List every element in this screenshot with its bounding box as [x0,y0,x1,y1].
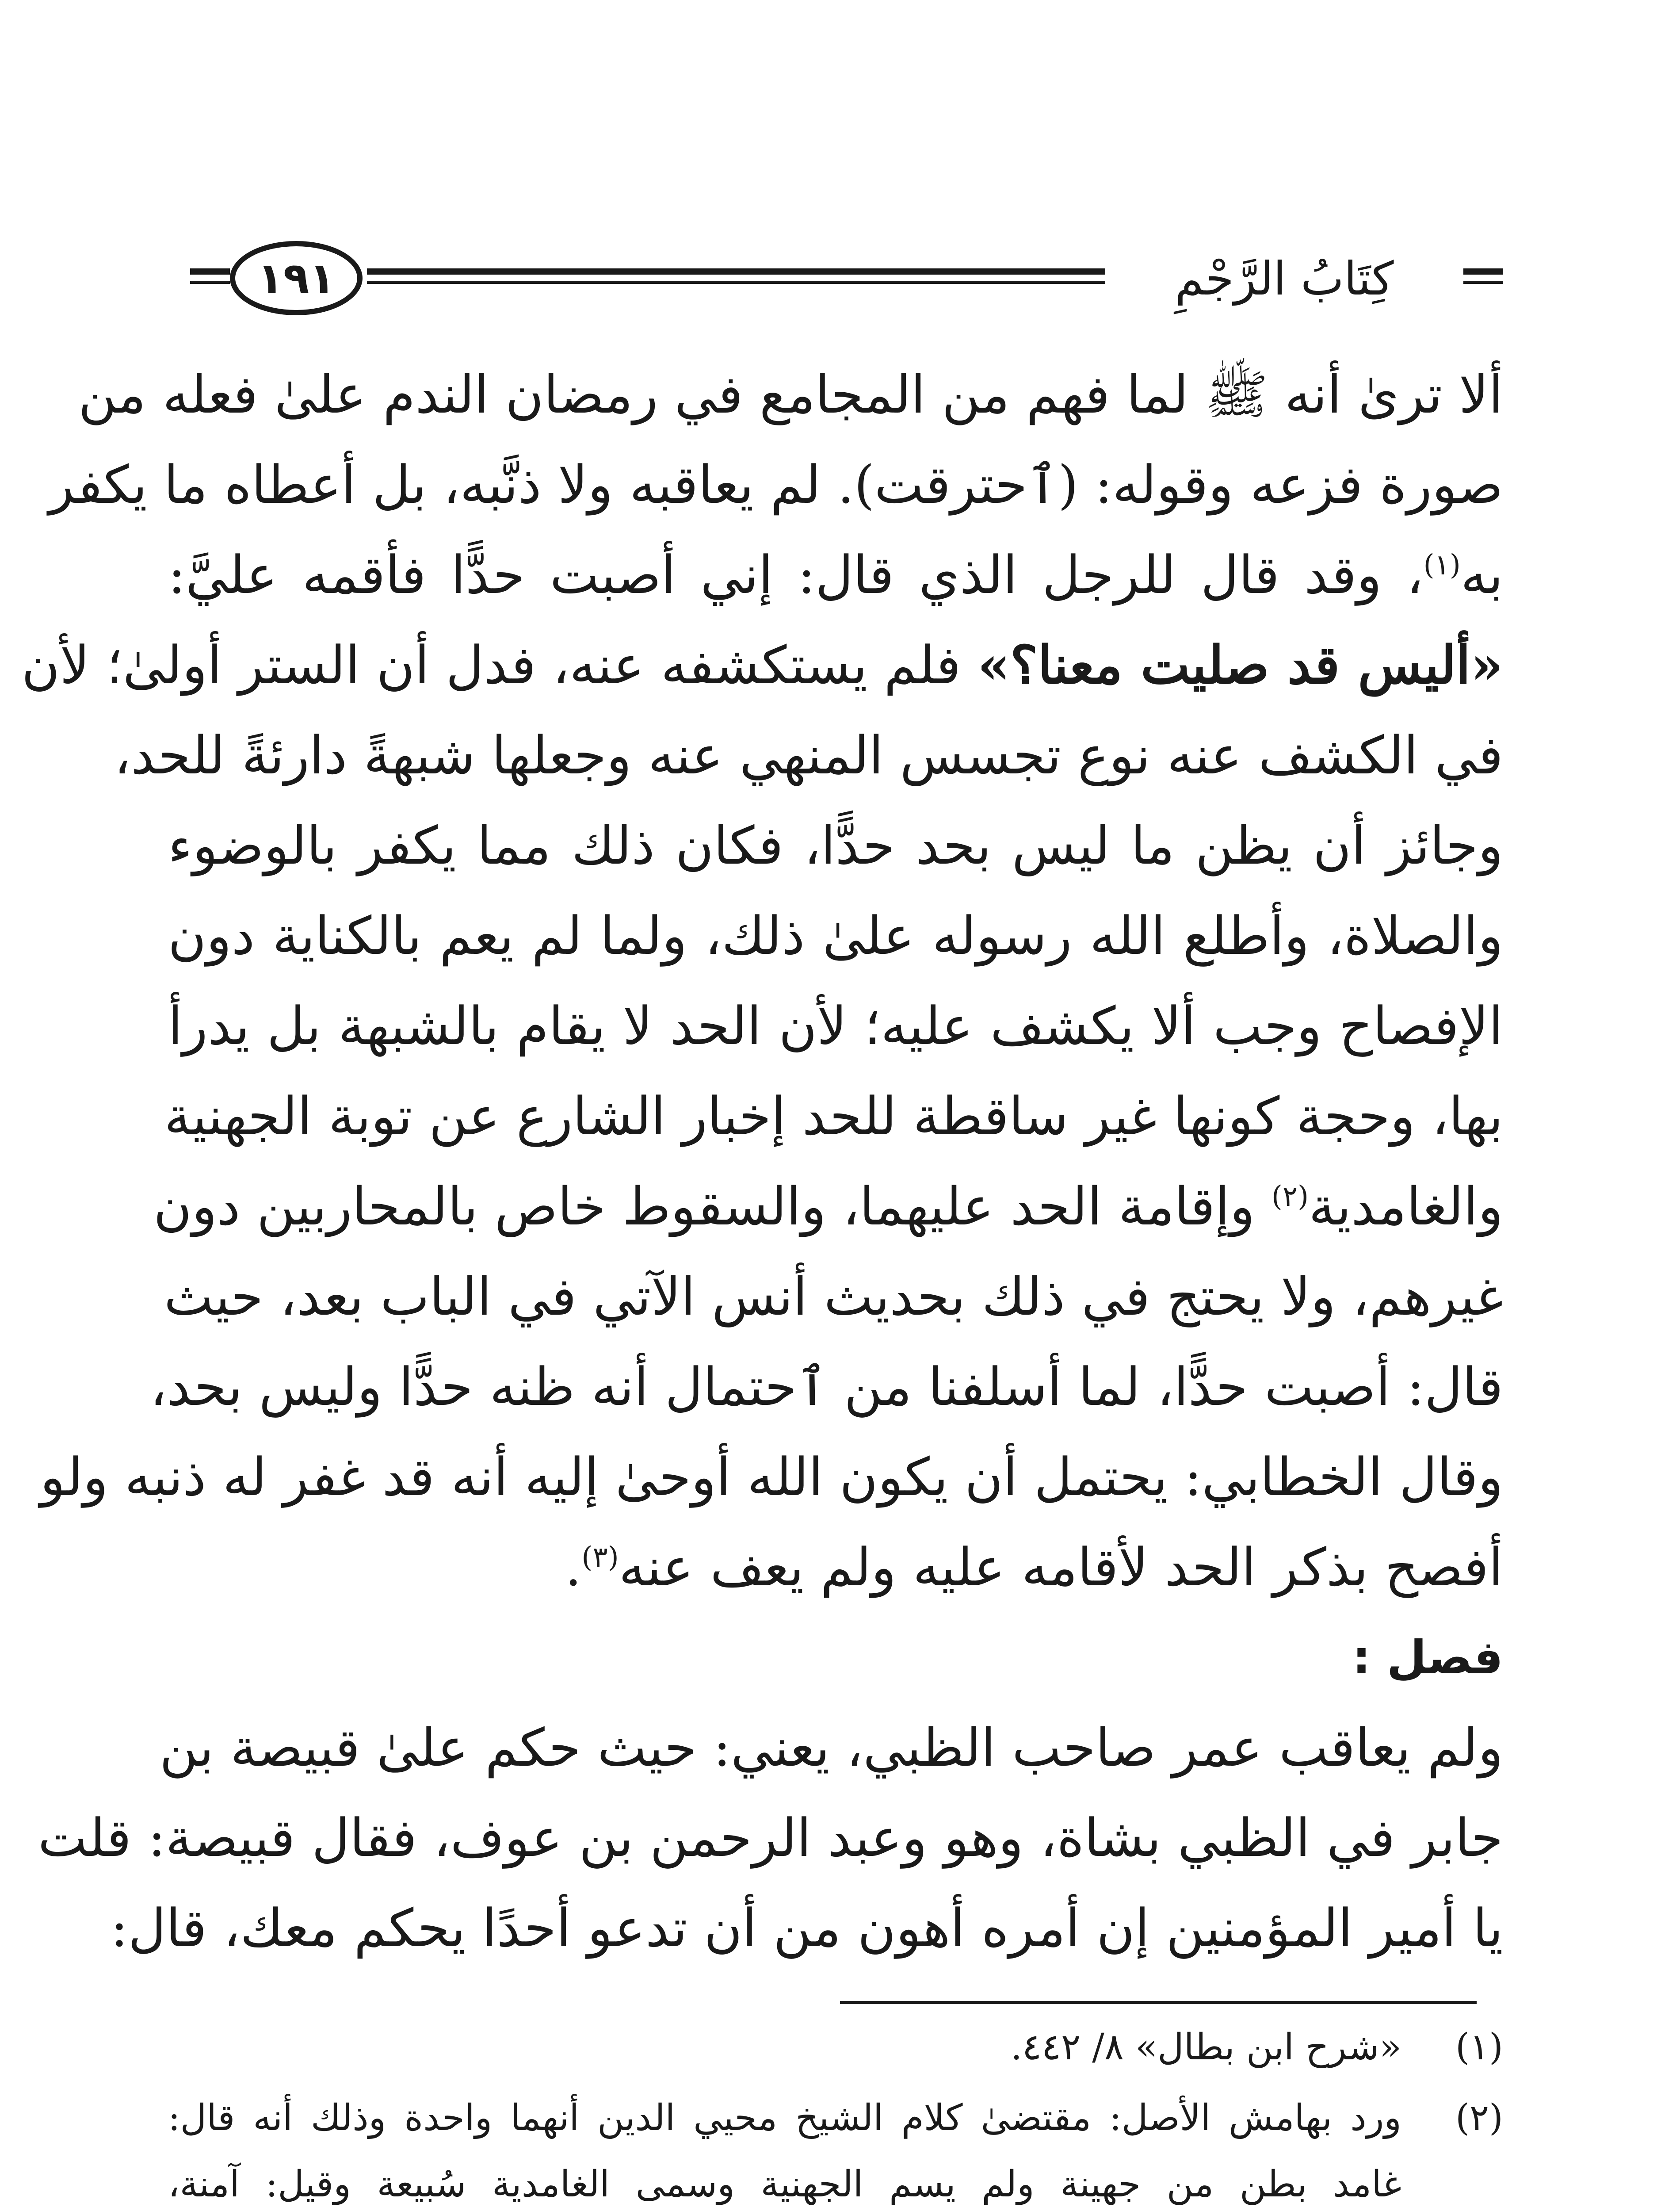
text-line: أفصح بذكر الحد لأقامه عليه ولم يعف عنه$^{(٣)}$. [565,1537,1503,1598]
header-rule-left [190,268,230,288]
text-line: «أليس قد صليت معنا؟» فلم يستكشفه عنه، فدل أن الستر أولىٰ؛ لأن [21,634,1503,696]
footnote-line: غامد بطن من جهينة ولم يسم الجهنية وسمى الغامدية سُبيعة وقيل: آمنة، [168,2163,1401,2205]
page-number: ١٩١ [257,253,335,303]
text-line: جابر في الظبي بشاة، وهو وعبد الرحمن بن عوف، فقال قبيصة: قلت [38,1807,1503,1868]
main-text [21,349,1503,1973]
text-line: وجائز أن يظن ما ليس بحد حدًّا، فكان ذلك مما يكفر بالوضوء [168,815,1503,876]
section-heading: فصل : [1352,1630,1503,1684]
text-line: يا أمير المؤمنين إن أمره أهون من أن تدعو أحدًا يحكم معك، قال: [110,1897,1503,1959]
header-rule-right [1463,268,1503,288]
footnote-number: (١) [1455,2026,1503,2068]
footnote-line: ورد بهامش الأصل: مقتضىٰ كلام الشيخ محيي الدين أنهما واحدة وذلك أنه قال: [168,2097,1401,2139]
footnote-line: «شرح ابن بطال» ٨/ ٤٤٢. [1010,2026,1401,2068]
text-line: صورة فزعه وقوله: (ٱحترقت). لم يعاقبه ولا ذنَّبه، بل أعطاه ما يكفر [49,454,1503,515]
text-line: والصلاة، وأطلع الله رسوله علىٰ ذلك، ولما لم يعم بالكناية دون [168,905,1503,966]
footnote [168,2085,1503,2211]
text-line: غيرهم، ولا يحتج في ذلك بحديث أنس الآتي في الباب بعد، حيث [164,1266,1503,1327]
footnote [168,2014,1503,2081]
text-line: والغامدية$^{(٢)}$ وإقامة الحد عليهما، والسقوط خاص بالمحاربين دون [153,1176,1503,1237]
footnote-marker: (٣) [581,1541,619,1574]
footnotes [168,2014,1503,2211]
footnote-separator [840,2001,1477,2004]
footnote-number: (٢) [1455,2097,1503,2139]
text-line: في الكشف عنه نوع تجسس المنهي عنه وجعلها شبهةً دارئةً للحد، [114,725,1503,786]
text-line: بها، وحجة كونها غير ساقطة للحد إخبار الشارع عن توبة الجهنية [164,1086,1503,1147]
running-header [190,241,1503,316]
book-title: كِتَابُ الرَّجْمِ [1175,252,1394,306]
text-line: وقال الخطابي: يحتمل أن يكون الله أوحىٰ إليه أنه قد غفر له ذنبه ولو [40,1446,1503,1507]
header-rule-middle [367,268,1105,288]
text-line: قال: أصبت حدًّا، لما أسلفنا من ٱحتمال أنه ظنه حدًّا وليس بحد، [150,1356,1503,1417]
text-line: الإفصاح وجب ألا يكشف عليه؛ لأن الحد لا يقام بالشبهة بل يدرأ [168,995,1503,1056]
text-line: به$^{(١)}$، وقد قال للرجل الذي قال: إني أصبت حدًّا فأقمه عليَّ: [168,544,1503,605]
text-line: ألا ترىٰ أنه ﷺ لما فهم من المجامع في رمضان الندم علىٰ فعله من [78,364,1503,425]
page-number-frame [230,241,363,315]
footnote-marker: (١) [1423,549,1461,581]
hadith-quote: «أليس قد صليت معنا؟» [977,634,1503,696]
text-line: ولم يعاقب عمر صاحب الظبي، يعني: حيث حكم علىٰ قبيصة بن [159,1717,1503,1778]
footnote-marker: (٢) [1271,1180,1309,1213]
